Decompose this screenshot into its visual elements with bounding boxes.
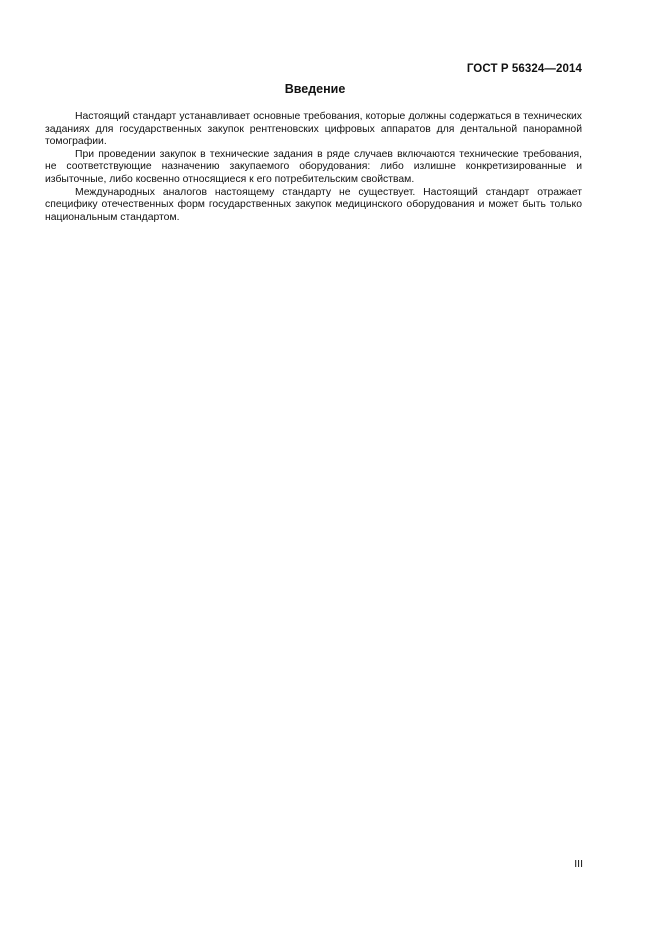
page-number: III <box>574 858 583 870</box>
document-code: ГОСТ Р 56324—2014 <box>466 63 582 75</box>
paragraph: Международных аналогов настоящему стандарту не существует. Настоящий стандарт отражает специфику отечественных форм государственных закупок медицинского оборудования и может быть только национальным стандартом. <box>45 186 582 223</box>
paragraph: Настоящий стандарт устанавливает основные требования, которые должны содержаться в технических заданиях для государственных закупок рентгеновских цифровых аппаратов для дентальной панорамной томографии. <box>45 111 582 148</box>
section-body <box>45 111 582 224</box>
paragraph: При проведении закупок в технические задания в ряде случаев включаются технические требования, не соответствующие назначению закупаемого оборудования: либо излишне конкретизированные и избыточные, либо косвенно относящиеся к его потребительским свойствам. <box>45 148 582 185</box>
section-title: Введение <box>284 82 346 96</box>
